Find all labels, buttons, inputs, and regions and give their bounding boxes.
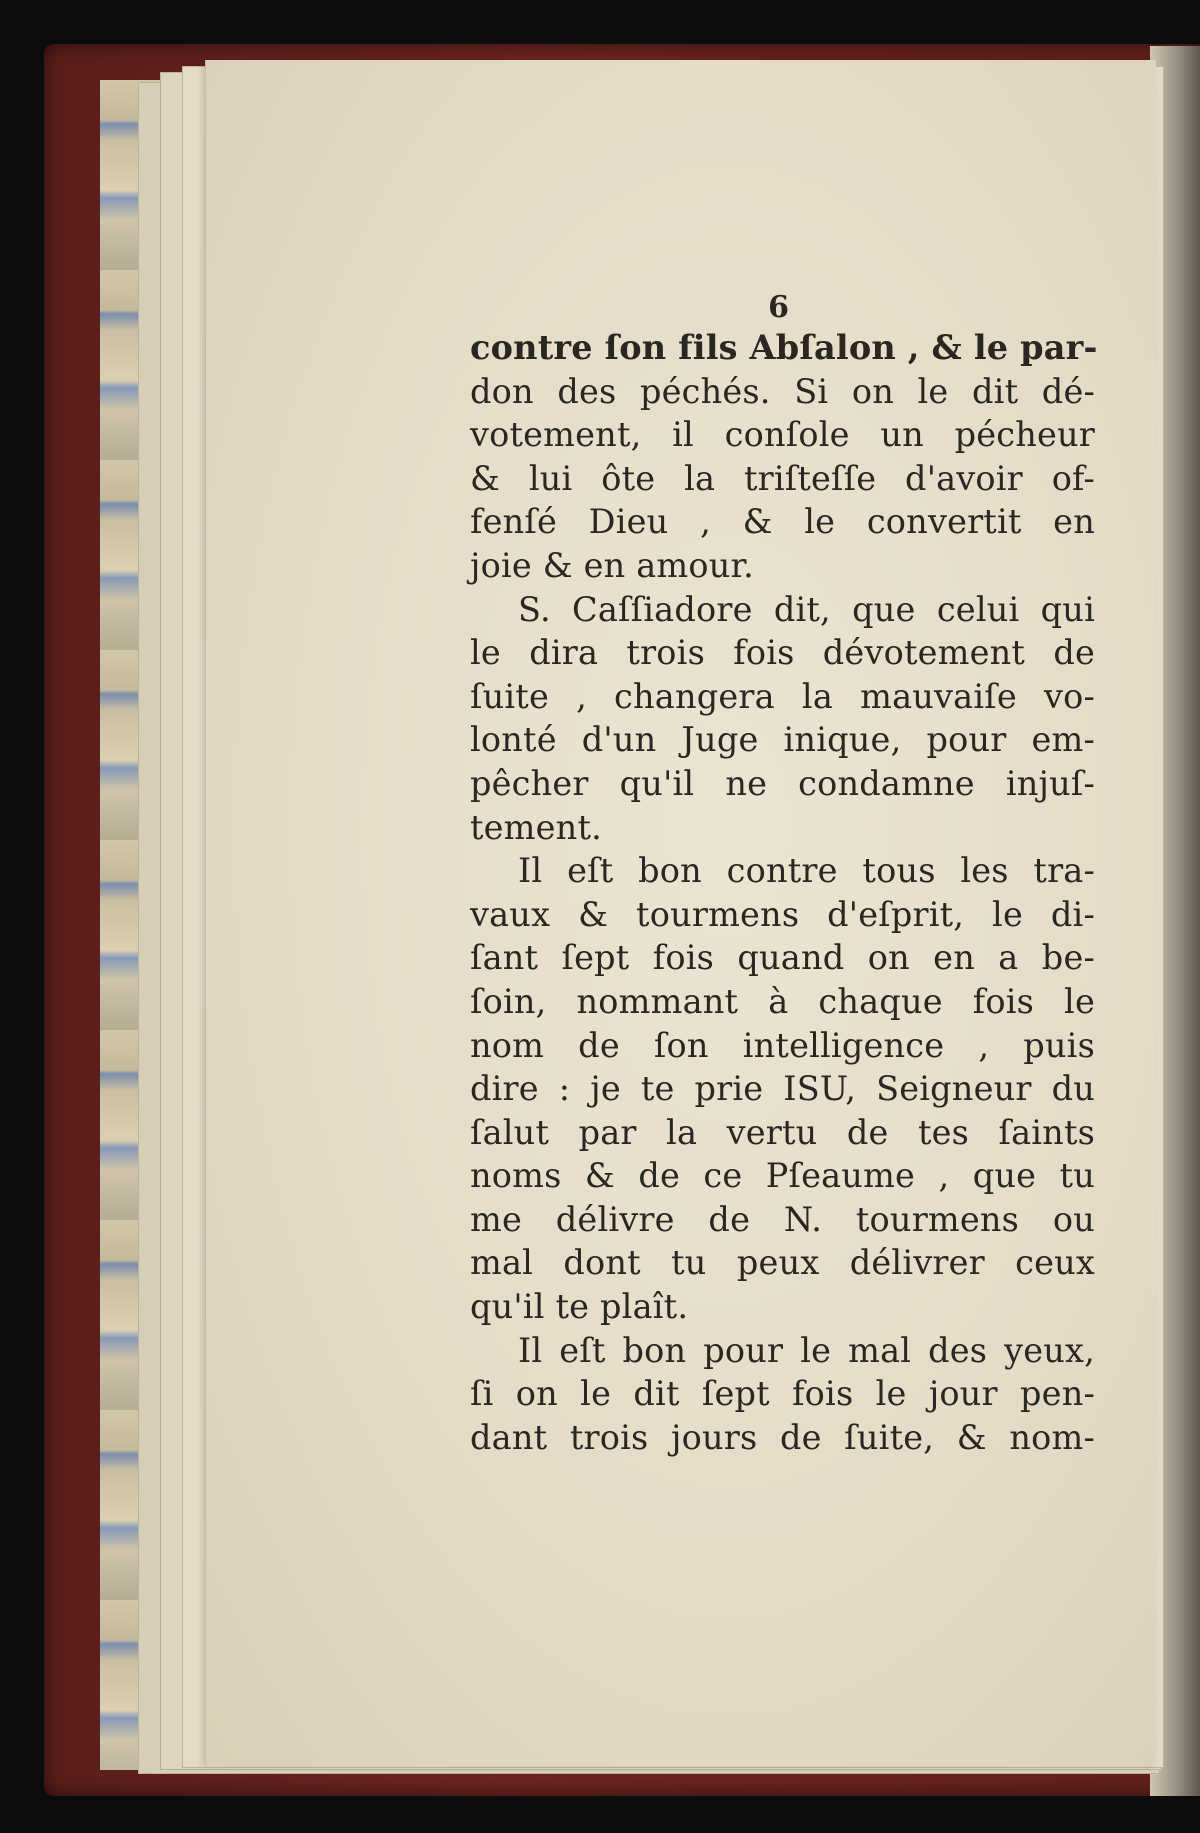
- text-line: dant trois jours de ſuite, & nom-: [470, 1417, 1095, 1457]
- text-line: ſalut par la vertu de tes ſaints: [470, 1112, 1095, 1152]
- text-line: me délivre de N. tourmens ou: [470, 1199, 1095, 1239]
- text-line: ſuite , changera la mauvaiſe vo-: [470, 676, 1095, 716]
- text-line: lonté d'un Juge inique, pour em-: [470, 720, 1095, 760]
- text-line: pêcher qu'il ne condamne injuſ-: [470, 763, 1095, 803]
- text-line: ſi on le dit ſept fois le jour pen-: [470, 1374, 1095, 1414]
- text-line: fenſé Dieu , & le convertit en: [470, 502, 1095, 542]
- text-line: contre ſon fils Abſalon , & le par-: [470, 328, 1098, 367]
- text-line: S. Caſſiadore dit, que celui qui: [518, 589, 1095, 629]
- text-line: Il eſt bon contre tous les tra-: [518, 851, 1095, 891]
- text-line: nom de ſon intelligence , puis: [470, 1025, 1095, 1065]
- page-number: 6: [768, 290, 789, 325]
- text-line: dire : je te prie ISU, Seigneur du: [470, 1069, 1095, 1109]
- page-text: [470, 290, 1098, 1459]
- text-line: tement.: [470, 807, 602, 847]
- text-line: joie & en amour.: [470, 545, 754, 585]
- text-line: ſant ſept fois quand on en a be-: [470, 938, 1095, 978]
- text-line: vaux & tourmens d'eſprit, le di-: [470, 894, 1095, 934]
- text-line: votement, il conſole un pécheur: [470, 415, 1095, 455]
- text-line: mal dont tu peux délivrer ceux: [470, 1243, 1095, 1283]
- text-line: don des péchés. Si on le dit dé-: [470, 371, 1095, 411]
- text-line: & lui ôte la triſteſſe d'avoir of-: [470, 458, 1095, 498]
- text-line: qu'il te plaît.: [470, 1287, 689, 1327]
- text-line: ſoin, nommant à chaque fois le: [470, 981, 1095, 1021]
- text-line: le dira trois fois dévotement de: [470, 633, 1095, 673]
- text-line: Il eſt bon pour le mal des yeux,: [518, 1330, 1095, 1370]
- text-line: noms & de ce Pſeaume , que tu: [470, 1156, 1095, 1196]
